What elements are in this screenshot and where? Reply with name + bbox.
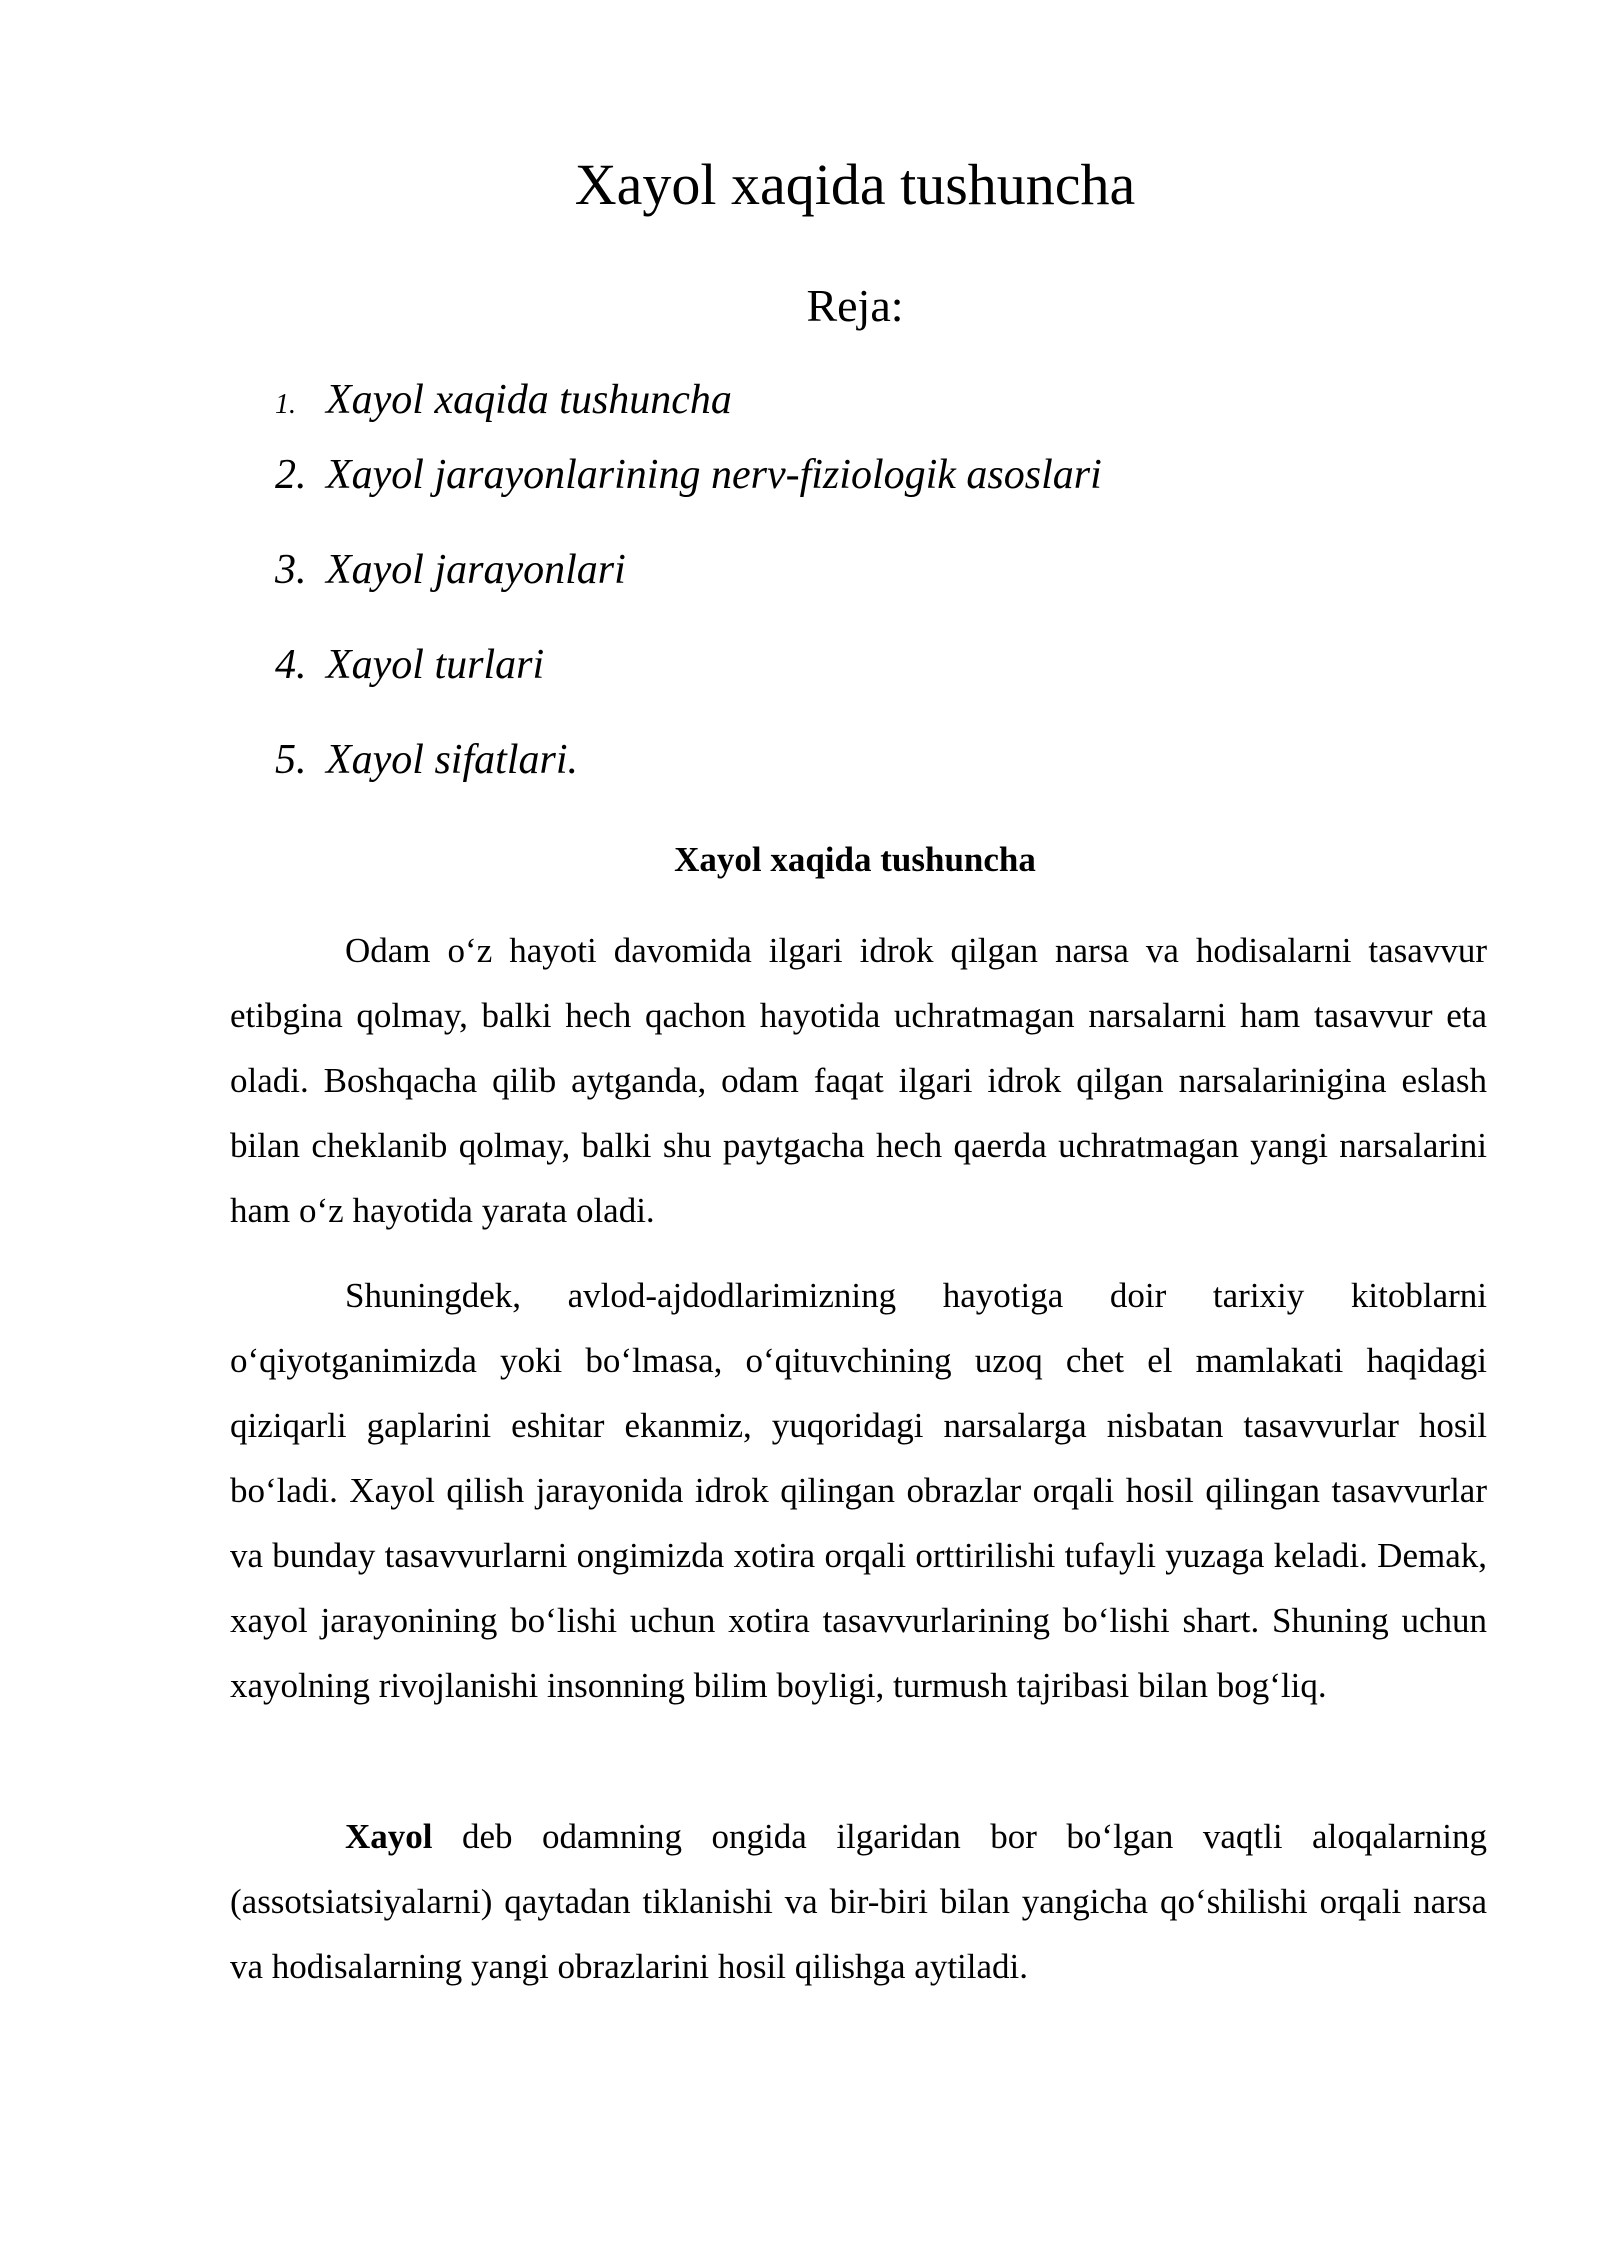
plan-item-number: 1. [275,389,296,420]
plan-label: Reja: [806,280,904,331]
plan-item-text: Xayol turlari [326,642,545,688]
plan-item-text: Xayol jarayonlarining nerv-fiziologik asoslari [326,452,1102,498]
section-heading: Xayol xaqida tushuncha [674,840,1036,879]
plan-item [275,545,626,595]
plan-item [275,375,732,430]
definition-term: Xayol [345,1817,433,1856]
plan-item-number: 5. [275,737,307,783]
plan-item [275,735,578,785]
plan-item-number: 2. [275,452,307,498]
plan-item-text: Xayol sifatlari. [326,737,578,783]
document-title: Xayol xaqida tushuncha [574,152,1136,217]
plan-item-text: Xayol jarayonlari [326,547,626,593]
paragraph-intro: Odam o‘z hayoti davomida ilgari idrok qilgan narsa va hodisalarni tasavvur etibgina qolmay, balki hech qachon hayotida uchratmagan narsalarni ham tasavvur eta oladi. Boshqacha qilib aytganda, odam faqat ilgari idrok qilgan narsalarinigina eslash bilan cheklanib qolmay, balki shu paytgacha hech qaerda uchratmagan yangi narsalarini ham o‘z hayotida yarata oladi. [230,931,1487,1230]
paragraph-imagination-examples: Shuningdek, avlod-ajdodlarimizning hayotiga doir tarixiy kitoblarni o‘qiyotganimizda yoki bo‘lmasa, o‘qituvchining uzoq chet el mamlakati haqidagi qiziqarli gaplarini eshitar ekanmiz, yuqoridagi narsalarga nisbatan tasavvurlar hosil bo‘ladi. Xayol qilish jarayonida idrok qilingan obrazlar orqali hosil qilingan tasavvurlar va bunday tasavvurlarni ongimizda xotira orqali orttirilishi tufayli yuzaga keladi. Demak, xayol jarayonining bo‘lishi uchun xotira tasavvurlarining bo‘lishi shart. Shuning uchun xayolning rivojlanishi insonning bilim boyligi, turmush tajribasi bilan bog‘liq. [230,1276,1487,1705]
definition-text: deb odamning ongida ilgaridan bor bo‘lgan vaqtli aloqalarning (assotsiatsiyalarni) qaytadan tiklanishi va bir-biri bilan yangicha qo‘shilishi orqali narsa va hodisalarning yangi obrazlarini hosil qilishga aytiladi. [230,1817,1487,1986]
plan-item-number: 4. [275,642,307,688]
plan-item [275,450,1102,500]
plan-item [275,640,544,690]
paragraph-definition [230,1804,1487,1999]
plan-item-text: Xayol xaqida tushuncha [326,377,732,423]
plan-item-number: 3. [275,547,307,593]
